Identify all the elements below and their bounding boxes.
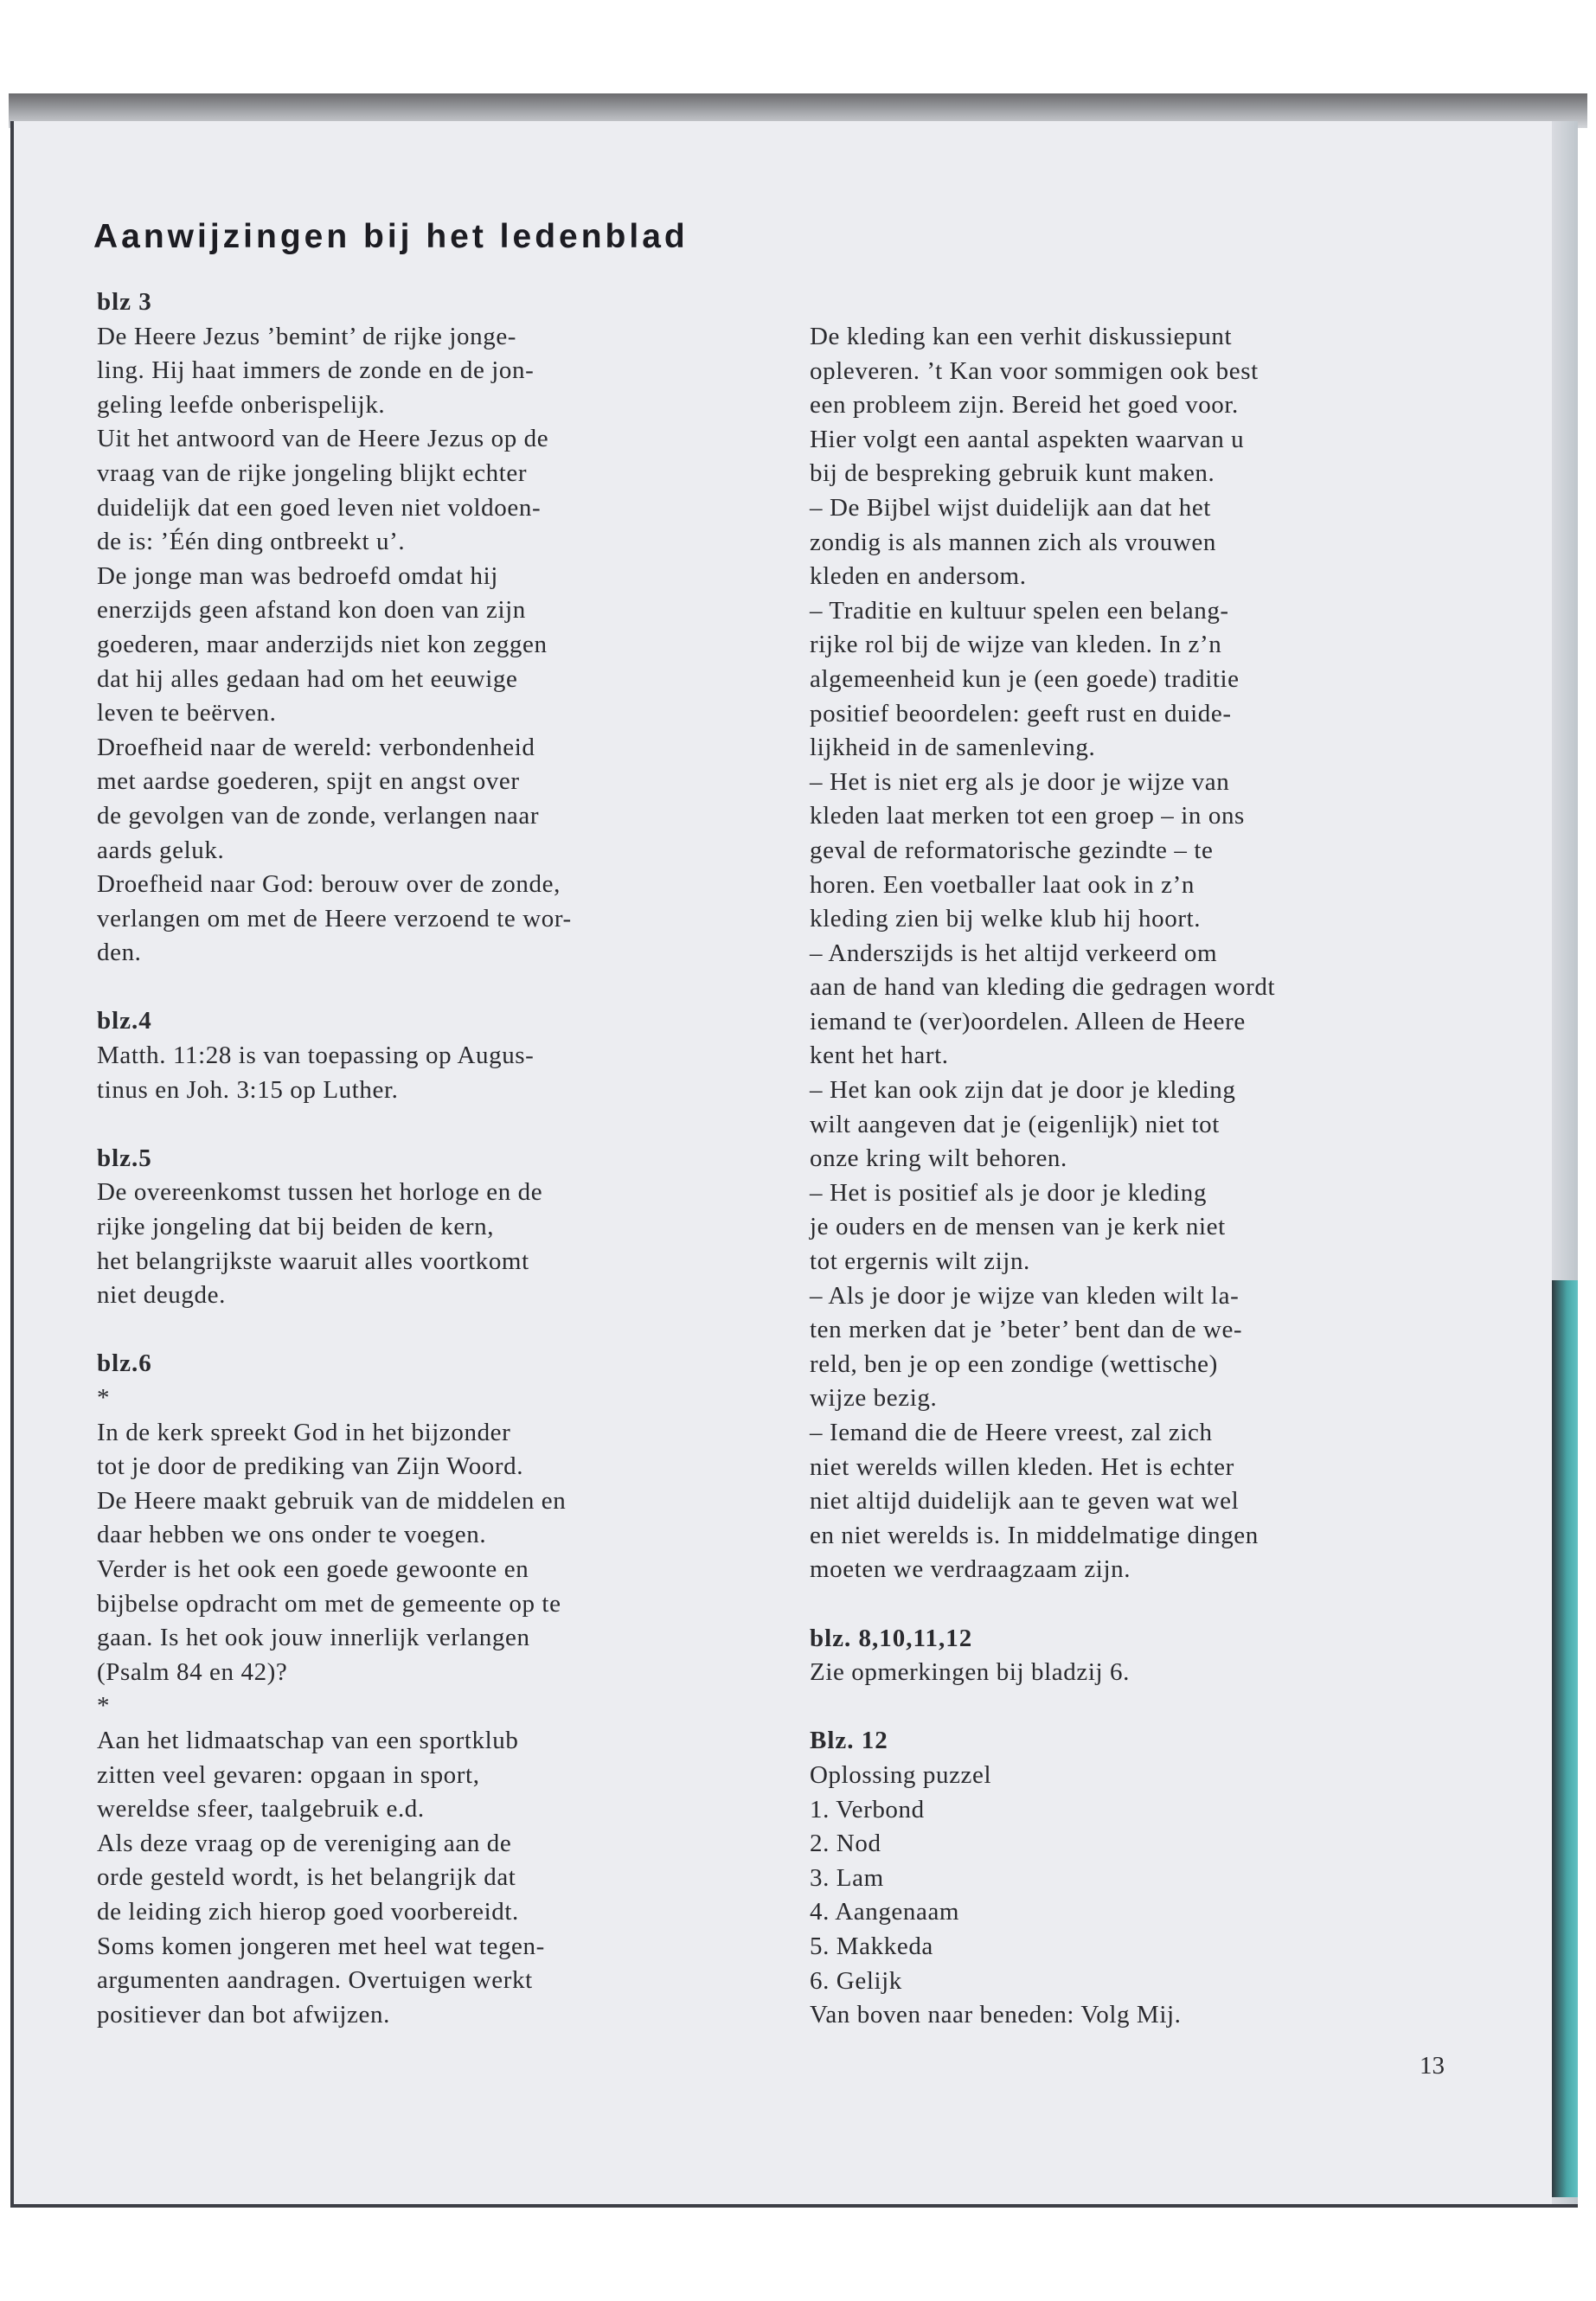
section-label: blz.4 <box>97 1007 152 1035</box>
text-line: Hier volgt een aantal aspekten waarvan u <box>810 425 1245 453</box>
section-blz-6 <box>97 1347 780 2032</box>
text-line: – Het is niet erg als je door je wijze van <box>810 767 1230 796</box>
text-line: bij de bespreking gebruik kunt maken. <box>810 459 1215 488</box>
text-line: horen. Een voetballer laat ook in z’n <box>810 870 1195 899</box>
section-body <box>97 1039 780 1107</box>
text-line: De Heere Jezus ’bemint’ de rijke jonge- <box>97 322 517 350</box>
text-line: gaan. Is het ook jouw innerlijk verlangen <box>97 1624 530 1652</box>
section-body <box>810 1656 1502 1690</box>
section-label: blz.5 <box>97 1144 152 1172</box>
section-kleding <box>810 320 1502 1587</box>
text-line: (Psalm 84 en 42)? <box>97 1657 288 1686</box>
text-line: lijkheid in de samenleving. <box>810 734 1096 762</box>
text-line: – Traditie en kultuur spelen een belang- <box>810 596 1229 625</box>
text-line: – Als je door je wijze van kleden wilt la- <box>810 1281 1240 1310</box>
text-line: kleden en andersom. <box>810 562 1027 591</box>
text-line: niet werelds willen kleden. Het is echter <box>810 1452 1234 1481</box>
text-line: Als deze vraag op de vereniging aan de <box>97 1829 512 1857</box>
text-line: 3. Lam <box>810 1863 884 1892</box>
section-blz-5 <box>97 1142 780 1313</box>
text-line: * <box>97 1692 111 1721</box>
text-line: verlangen om met de Heere verzoend te wor- <box>97 904 572 933</box>
text-line: ten merken dat je ’beter’ bent dan de we- <box>810 1316 1243 1344</box>
section-blz-4 <box>97 1004 780 1107</box>
text-line: duidelijk dat een goed leven niet voldoen- <box>97 493 542 522</box>
text-line: Verder is het ook een goede gewoonte en <box>97 1554 529 1583</box>
text-line: kleden laat merken tot een groep – in ons <box>810 802 1245 830</box>
section-blz-3 <box>97 285 780 971</box>
text-line: wilt aangeven dat je (eigenlijk) niet tot <box>810 1110 1220 1138</box>
text-line: aards geluk. <box>97 836 225 864</box>
text-line: moeten we verdraagzaam zijn. <box>810 1555 1131 1584</box>
text-line: – Iemand die de Heere vreest, zal zich <box>810 1419 1213 1446</box>
text-line: aan de hand van kleding die gedragen wordt <box>810 973 1276 1002</box>
text-line: zondig is als mannen zich als vrouwen <box>810 528 1216 556</box>
text-line: Aan het lidmaatschap van een sportklub <box>97 1726 519 1754</box>
text-line: kent het hart. <box>810 1042 949 1070</box>
text-line: zitten veel gevaren: opgaan in sport, <box>97 1760 480 1789</box>
text-line: leven te beërven. <box>97 699 277 727</box>
page-number: 13 <box>1420 2052 1445 2080</box>
text-line: – De Bijbel wijst duidelijk aan dat het <box>810 493 1211 522</box>
text-line: de gevolgen van de zonde, verlangen naar <box>97 801 540 830</box>
section-blz-8-10-11-12 <box>810 1622 1502 1690</box>
text-line: positief beoordelen: geeft rust en duide- <box>810 699 1232 727</box>
text-line: den. <box>97 939 142 967</box>
text-line: * <box>97 1384 111 1412</box>
text-line: positiever dan bot afwijzen. <box>97 2000 390 2029</box>
text-line: 1. Verbond <box>810 1795 925 1823</box>
section-body <box>810 320 1502 1587</box>
text-line: orde gesteld wordt, is het belangrijk dat <box>97 1863 516 1892</box>
section-label: blz. 8,10,11,12 <box>810 1624 973 1652</box>
section-label: blz 3 <box>97 288 152 316</box>
text-line: tot je door de prediking van Zijn Woord. <box>97 1452 524 1481</box>
text-line: – Het kan ook zijn dat je door je kleding <box>810 1076 1236 1105</box>
text-line: enerzijds geen afstand kon doen van zijn <box>97 596 526 625</box>
text-line: Oplossing puzzel <box>810 1760 992 1789</box>
page-sheet <box>10 121 1578 2208</box>
text-line: en niet werelds is. In middelmatige dingen <box>810 1521 1259 1549</box>
text-line: geling leefde onberispelijk. <box>97 390 386 419</box>
text-line: Uit het antwoord van de Heere Jezus op de <box>97 425 549 453</box>
text-line: de is: ’Één ding ontbreekt u’. <box>97 528 406 556</box>
text-line: opleveren. ’t Kan voor sommigen ook best <box>810 356 1259 385</box>
text-line: onze kring wilt behoren. <box>810 1144 1067 1173</box>
text-line: – Anderszijds is het altijd verkeerd om <box>810 939 1218 967</box>
section-body <box>97 1176 780 1312</box>
text-line: met aardse goederen, spijt en angst over <box>97 767 520 796</box>
text-line: De jonge man was bedroefd omdat hij <box>97 561 498 590</box>
text-line: wijze bezig. <box>810 1384 938 1413</box>
text-line: 4. Aangenaam <box>810 1898 960 1926</box>
text-line: de leiding zich hierop goed voorbereidt. <box>97 1897 519 1926</box>
text-line: – Het is positief als je door je kleding <box>810 1178 1207 1207</box>
text-line: reld, ben je op een zondige (wettische) <box>810 1349 1218 1378</box>
text-line: het belangrijkste waaruit alles voortkomt <box>97 1247 529 1275</box>
text-line: rijke rol bij de wijze van kleden. In z’n <box>810 631 1222 659</box>
text-line: daar hebben we ons onder te voegen. <box>97 1521 487 1549</box>
text-line: vraag van de rijke jongeling blijkt echter <box>97 458 528 487</box>
section-body <box>97 1381 780 2032</box>
section-body <box>97 320 780 971</box>
text-line: iemand te (ver)oordelen. Alleen de Heere <box>810 1007 1246 1035</box>
section-body <box>810 1759 1502 2033</box>
text-line: 5. Makkeda <box>810 1932 933 1960</box>
text-line: Matth. 11:28 is van toepassing op Augus- <box>97 1042 535 1070</box>
text-line: goederen, maar anderzijds niet kon zeggen <box>97 630 548 658</box>
text-line: ling. Hij haat immers de zonde en de jon- <box>97 356 535 385</box>
section-label: Blz. 12 <box>810 1727 888 1755</box>
text-line: 6. Gelijk <box>810 1966 902 1995</box>
text-line: wereldse sfeer, taalgebruik e.d. <box>97 1795 425 1823</box>
section-label: blz.6 <box>97 1349 152 1378</box>
text-line: Van boven naar beneden: Volg Mij. <box>810 2001 1182 2029</box>
text-line: kleding zien bij welke klub hij hoort. <box>810 905 1202 933</box>
text-line: Droefheid naar God: berouw over de zonde, <box>97 870 561 899</box>
text-line: De kleding kan een verhit diskussiepunt <box>810 323 1233 350</box>
text-line: een probleem zijn. Bereid het goed voor. <box>810 391 1239 420</box>
right-column <box>810 320 1502 2033</box>
text-line: In de kerk spreekt God in het bijzonder <box>97 1418 511 1446</box>
text-line: Zie opmerkingen bij bladzij 6. <box>810 1658 1130 1687</box>
text-line: argumenten aandragen. Overtuigen werkt <box>97 1966 533 1995</box>
text-line: De Heere maakt gebruik van de middelen en <box>97 1486 567 1515</box>
text-line: Droefheid naar de wereld: verbondenheid <box>97 733 535 761</box>
text-line: De overeenkomst tussen het horloge en de <box>97 1178 543 1207</box>
text-line: tot ergernis wilt zijn. <box>810 1247 1030 1276</box>
text-line: je ouders en de mensen van je kerk niet <box>810 1213 1226 1241</box>
text-line: tinus en Joh. 3:15 op Luther. <box>97 1075 399 1104</box>
left-column <box>97 285 780 2032</box>
page-title: Aanwijzingen bij het ledenblad <box>93 218 689 255</box>
text-line: niet altijd duidelijk aan te geven wat wel <box>810 1487 1240 1516</box>
text-line: dat hij alles gedaan had om het eeuwige <box>97 664 518 693</box>
text-line: bijbelse opdracht om met de gemeente op te <box>97 1589 561 1618</box>
text-line: 2. Nod <box>810 1830 881 1858</box>
text-line: geval de reformatorische gezindte – te <box>810 836 1214 864</box>
text-line: algemeenheid kun je (een goede) traditie <box>810 664 1240 693</box>
section-blz-12 <box>810 1724 1502 2032</box>
text-line: niet deugde. <box>97 1281 226 1310</box>
page-edge-accent <box>1552 1280 1578 2197</box>
text-line: Soms komen jongeren met heel wat tegen- <box>97 1932 545 1960</box>
text-line: rijke jongeling dat bij beiden de kern, <box>97 1213 495 1241</box>
